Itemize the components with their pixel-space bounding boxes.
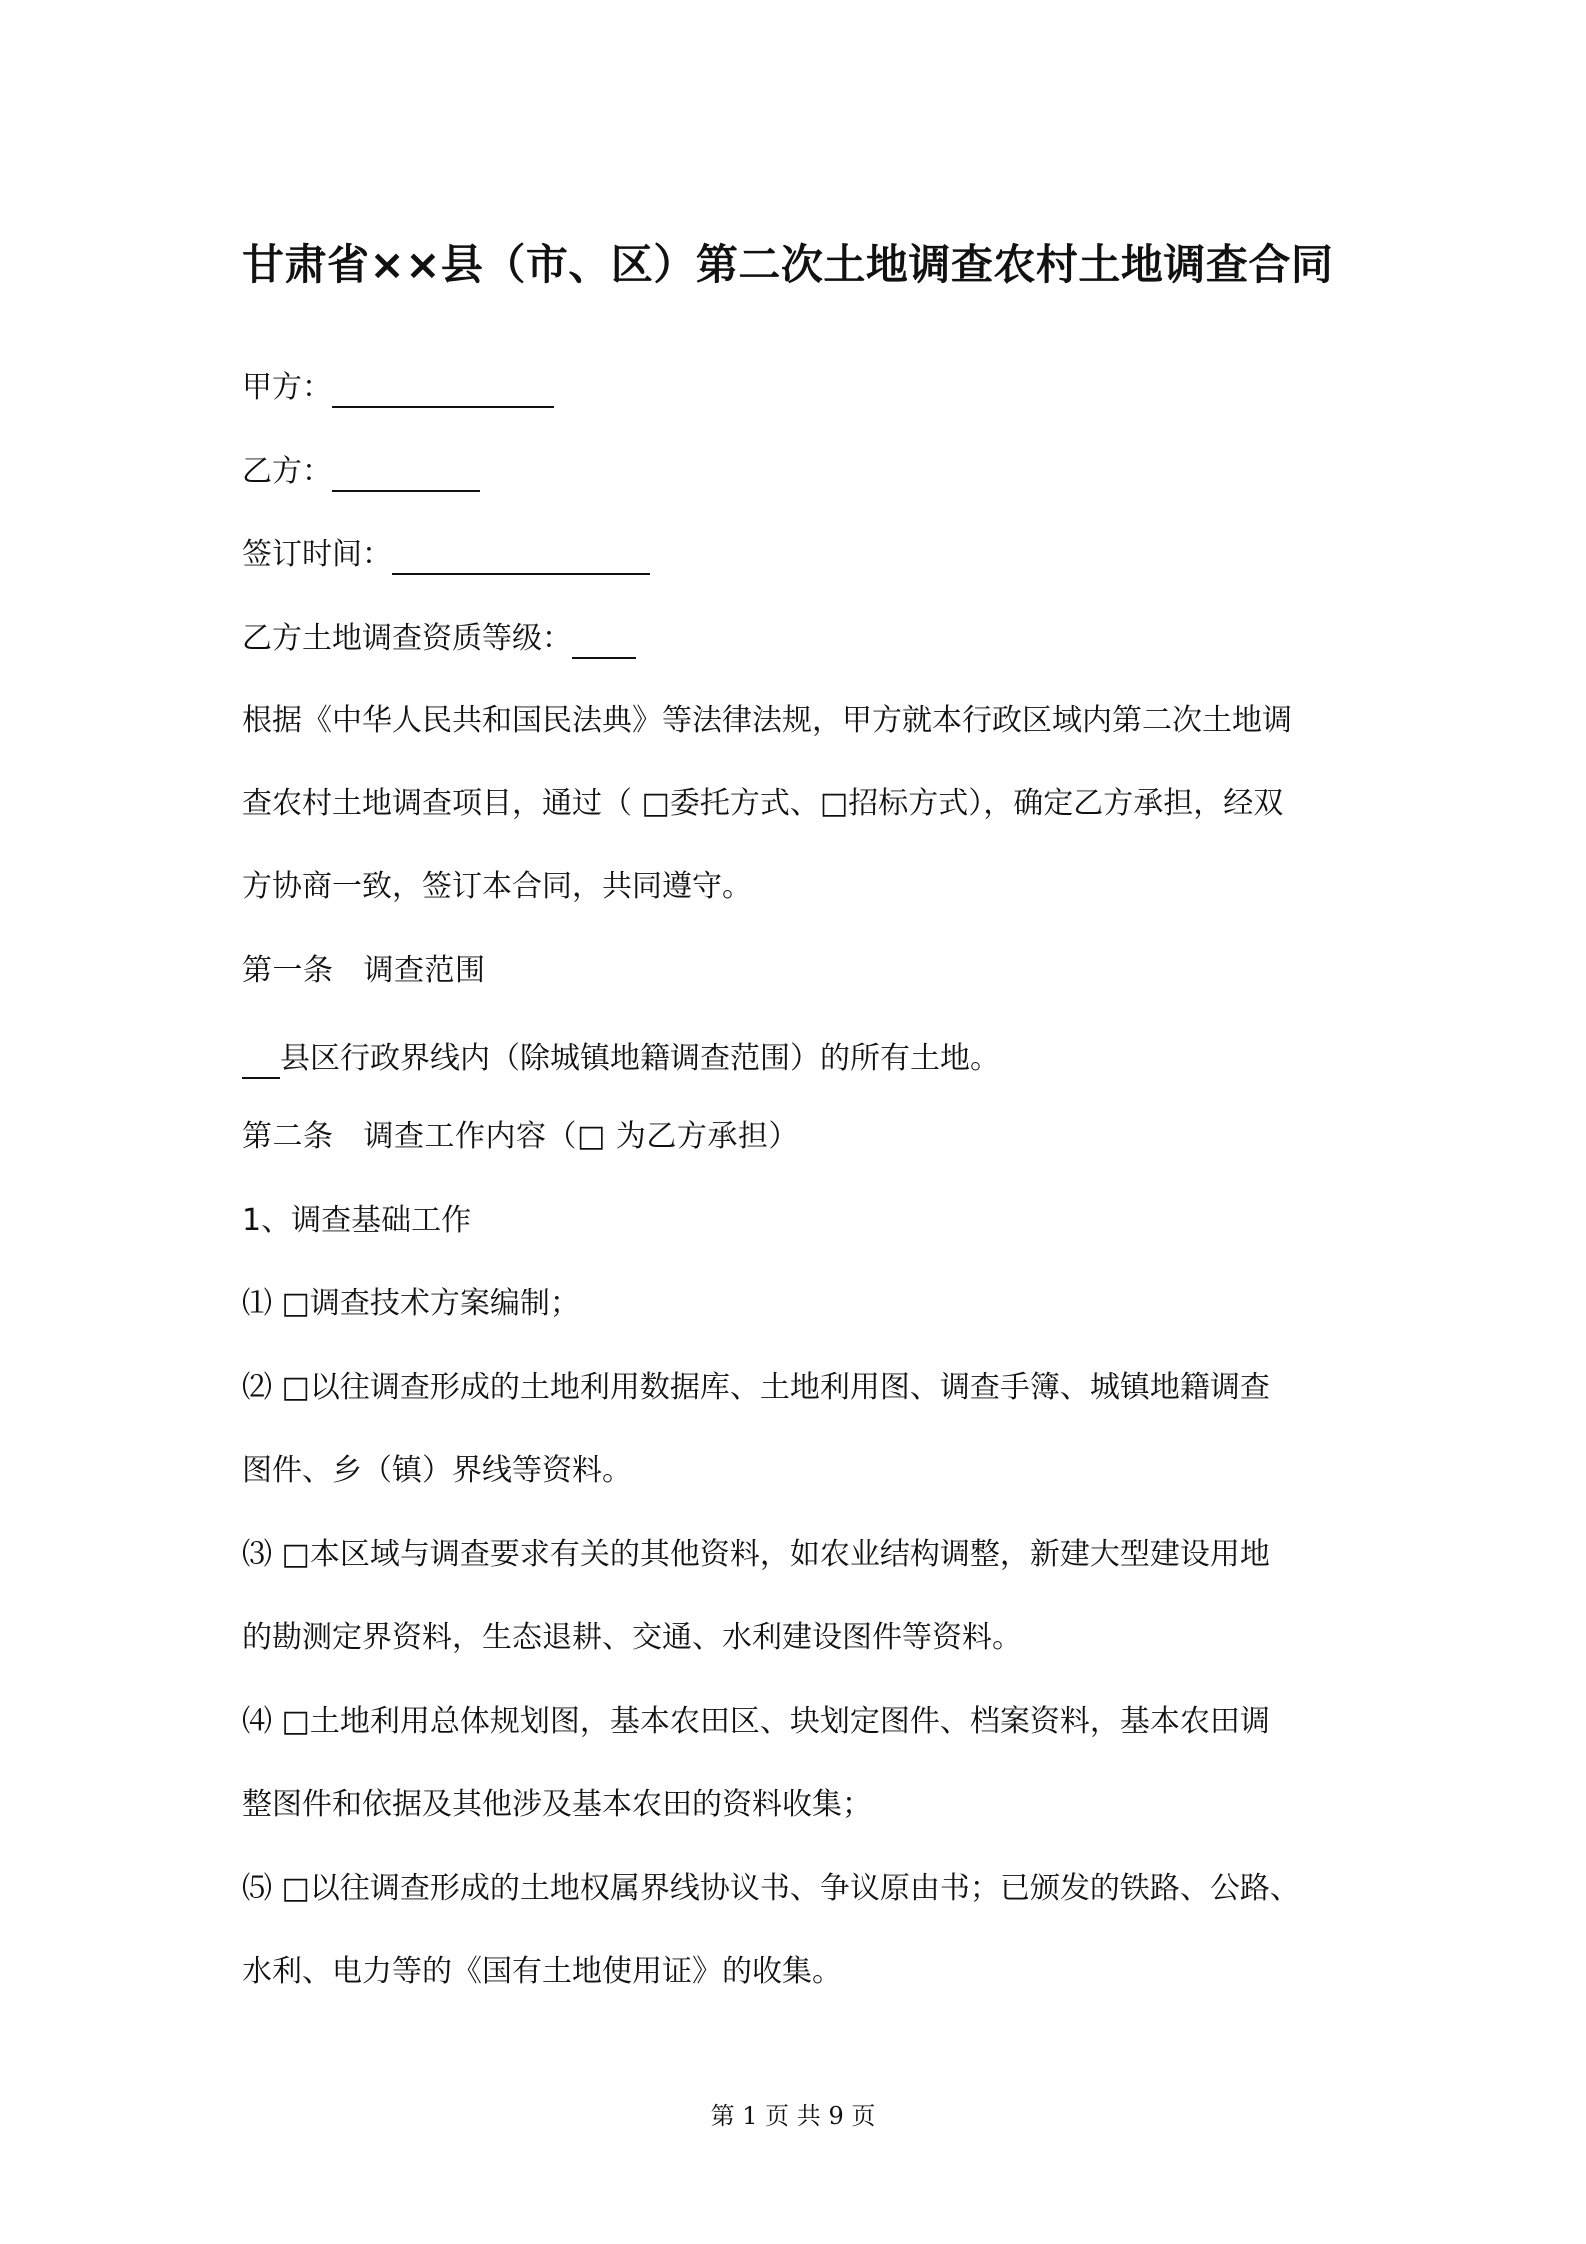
preamble-line: 方协商一致，签订本合同，共同遵守。 [242, 869, 752, 904]
item-line: ⑷ □土地利用总体规划图，基本农田区、块划定图件、档案资料，基本农田调 [242, 1704, 1270, 1739]
item-line: 水利、电力等的《国有土地使用证》的收集。 [242, 1954, 842, 1989]
county-blank[interactable] [242, 1043, 280, 1079]
sign-time-blank[interactable] [392, 539, 650, 575]
item-line: ⑴ □调查技术方案编制； [242, 1286, 580, 1321]
qualification-blank[interactable] [572, 623, 636, 659]
sign-time-label: 签订时间： [242, 537, 392, 572]
qualification-label: 乙方土地调查资质等级： [242, 621, 572, 656]
article-1-text-line [242, 1039, 1000, 1079]
party-a-line [242, 368, 554, 408]
article-1-name: 调查范围 [363, 953, 486, 988]
item-line: ⑸ □以往调查形成的土地权属界线协议书、争议原由书；已颁发的铁路、公路、 [242, 1871, 1300, 1906]
party-a-label: 甲方： [242, 370, 332, 405]
item-line: 图件、乡（镇）界线等资料。 [242, 1453, 632, 1488]
article-2-heading [242, 1117, 799, 1157]
article-1-heading [242, 951, 486, 991]
article-2-number: 第二条 [242, 1119, 334, 1154]
party-a-blank[interactable] [332, 372, 554, 408]
party-b-line [242, 452, 480, 492]
sign-time-line [242, 535, 650, 575]
preamble-line: 根据《中华人民共和国民法典》等法律法规，甲方就本行政区域内第二次土地调 [242, 703, 1292, 738]
page-number-footer: 第 1 页 共 9 页 [710, 2102, 876, 2130]
item-line: ⑶ □本区域与调查要求有关的其他资料，如农业结构调整，新建大型建设用地 [242, 1537, 1270, 1572]
item-line: 整图件和依据及其他涉及基本农田的资料收集； [242, 1787, 872, 1822]
sub-heading-1: 1、调查基础工作 [242, 1203, 472, 1238]
document-title: 甘肃省××县（市、区）第二次土地调查农村土地调查合同 [242, 240, 1334, 289]
party-b-label: 乙方： [242, 454, 332, 489]
party-b-blank[interactable] [332, 456, 480, 492]
item-line: ⑵ □以往调查形成的土地利用数据库、土地利用图、调查手簿、城镇地籍调查 [242, 1370, 1270, 1405]
article-1-text: 县区行政界线内（除城镇地籍调查范围）的所有土地。 [280, 1041, 1000, 1076]
item-line: 的勘测定界资料，生态退耕、交通、水利建设图件等资料。 [242, 1620, 1022, 1655]
qualification-line [242, 619, 636, 659]
article-2-name: 调查工作内容（□ 为乙方承担） [363, 1119, 799, 1154]
article-1-number: 第一条 [242, 953, 334, 988]
preamble-line: 查农村土地调查项目，通过（ □委托方式、□招标方式），确定乙方承担，经双 [242, 786, 1284, 821]
